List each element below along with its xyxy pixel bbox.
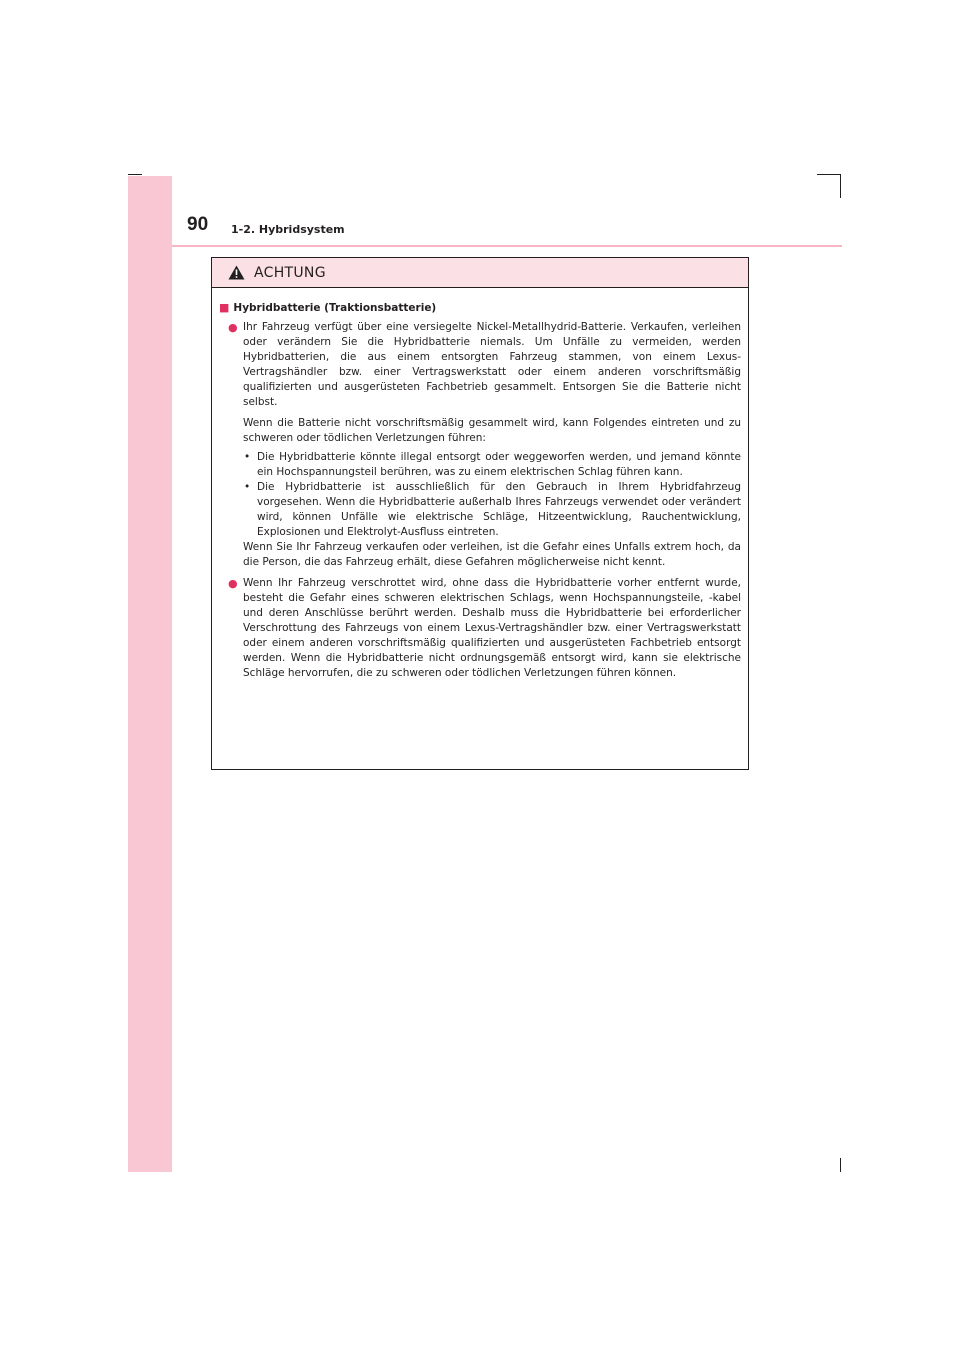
paragraph: Ihr Fahrzeug verfügt über eine versiegelte Nickel-Metallhydrid-Batterie. Verkaufen, verleihen oder verändern Sie die Hybridbatterie niemals. Um Unfälle zu vermeiden, werden Hybridbatterien, die aus einem entsorgten Fahrzeug stammen, von einem Lexus-Vertragshändler bzw. einer Vertragswerkstatt oder einem anderen vorschriftsmäßig qualifizierten und ausgerüsteten Fachbetrieb gesammelt. Entsorgen Sie die Batterie nicht selbst. <box>243 321 741 408</box>
warning-section-label: Hybridbatterie (Traktionsbatterie) <box>233 302 437 314</box>
warning-box <box>211 257 749 770</box>
paragraph: Wenn die Batterie nicht vorschriftsmäßig gesammelt wird, kann Folgendes eintreten und zu schweren oder tödlichen Verletzungen führen: <box>243 417 741 444</box>
warning-triangle-icon <box>228 265 245 280</box>
warning-item <box>219 320 741 570</box>
dot-bullet-icon: • <box>244 451 251 463</box>
list-item <box>243 450 741 480</box>
list-item-text: Die Hybridbatterie ist ausschließlich für den Gebrauch in Ihrem Hybridfahrzeug vorgesehen. Wenn die Hybridbatterie außerhalb Ihres Fahrzeugs verwendet oder verändert wird, können Unfälle wie elektrische Schläge, Hitzeentwicklung, Rauchentwicklung, Explosionen und Elektrolyt-Ausfluss eintreten. <box>257 481 741 538</box>
list-item-text: Die Hybridbatterie könnte illegal entsorgt oder weggeworfen werden, und jemand könnte ein Hochspannungsteil berühren, was zu einem elektrischen Schlag führen kann. <box>257 451 741 478</box>
crop-mark <box>128 174 142 175</box>
round-bullet-icon: ● <box>228 577 238 590</box>
warning-body <box>212 288 748 681</box>
paragraph: Wenn Ihr Fahrzeug verschrottet wird, ohne dass die Hybridbatterie vorher entfernt wurde, besteht die Gefahr eines schweren elektrischen Schlags, wenn Hochspannungsteile, -kabel und deren Anschlüsse berührt werden. Deshalb muss die Hybridbatterie bei erforderlicher Verschrottung des Fahrzeugs von einem Lexus-Vertragshändler bzw. einer Vertragswerkstatt oder einem anderen vorschriftsmäßig qualifizierten und ausgerüsteten Fachbetrieb entsorgt werden. Wenn die Hybridbatterie nicht ordnungsgemäß entsorgt wird, kann sie elektrische Schläge hervorrufen, die zu schweren oder tödlichen Verletzungen führen können. <box>243 577 741 679</box>
crop-mark <box>840 1158 841 1172</box>
warning-header <box>212 258 748 288</box>
section-title: 1-2. Hybridsystem <box>231 223 345 236</box>
dot-bullet-icon: • <box>244 481 251 493</box>
margin-bar <box>128 176 172 1172</box>
round-bullet-icon: ● <box>228 321 238 334</box>
paragraph: Wenn Sie Ihr Fahrzeug verkaufen oder verleihen, ist die Gefahr eines Unfalls extrem hoch, da die Person, die das Fahrzeug erhält, diese Gefahren möglicherweise nicht kennt. <box>243 541 741 568</box>
list-item <box>243 480 741 540</box>
warning-item <box>219 576 741 681</box>
crop-mark <box>840 174 841 198</box>
warning-section-title <box>219 300 741 316</box>
page-number: 90 <box>187 214 209 235</box>
header-rule <box>172 245 842 247</box>
square-bullet-icon: ■ <box>219 301 230 314</box>
crop-mark <box>817 174 841 175</box>
warning-title: ACHTUNG <box>254 264 326 281</box>
